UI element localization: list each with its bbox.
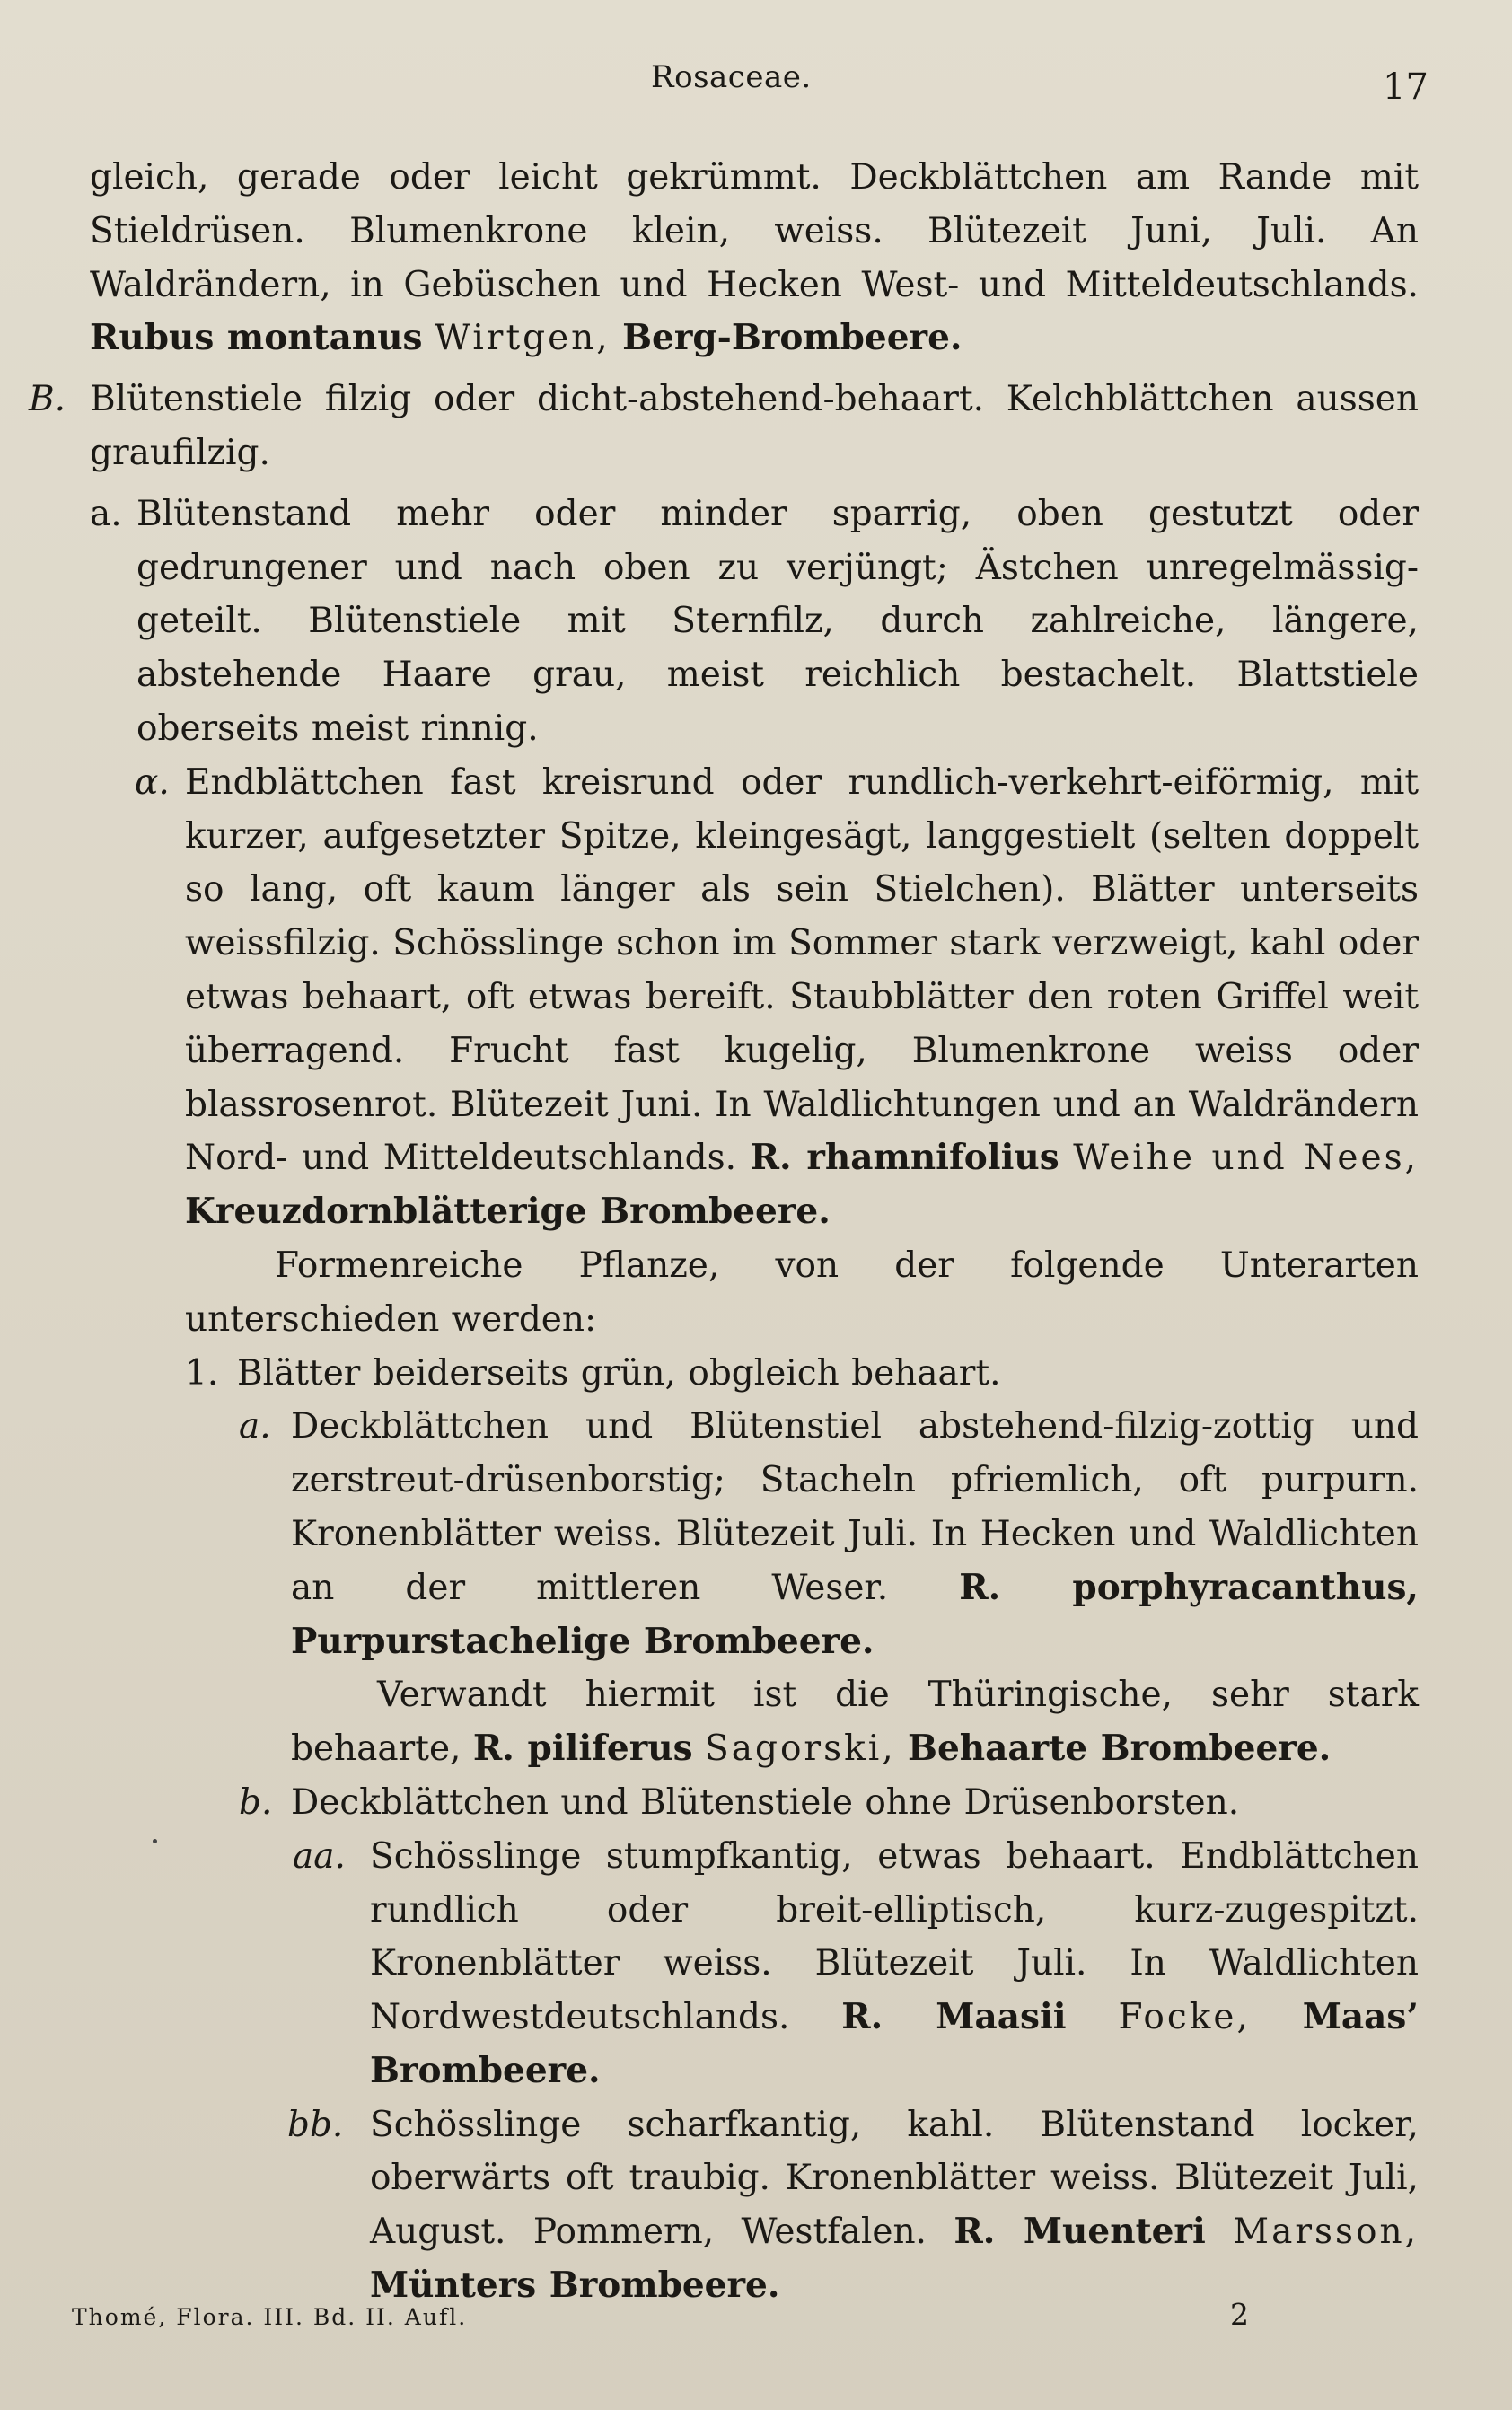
ink-dot — [153, 1839, 157, 1843]
intro-paragraph — [90, 1239, 1419, 1347]
species-name: R. Muenteri — [954, 2211, 1206, 2253]
signature-mark: 2 — [1230, 2297, 1249, 2332]
key-text: Deckblättchen und Blütenstiele ohne Drüsenborsten. — [291, 1781, 1240, 1823]
paragraph-text: Formenreiche Pflanze, von der folgende Unterarten unterschieden werden: — [185, 1245, 1419, 1340]
page-number: 17 — [1383, 66, 1428, 108]
key-marker: bb. — [287, 2104, 344, 2145]
page-body — [29, 151, 1420, 2313]
key-marker: a. — [239, 1406, 271, 1447]
common-name: Münters Brombeere. — [370, 2265, 780, 2307]
key-entry-a — [90, 488, 1419, 756]
running-head: Rosaceae. — [651, 59, 812, 95]
key-entry-bb — [90, 2098, 1419, 2313]
key-entry-alpha — [90, 756, 1419, 1239]
related-paragraph — [90, 1668, 1419, 1776]
key-marker: a. — [90, 493, 122, 534]
key-entry-aa — [90, 1830, 1419, 2098]
key-marker: 1. — [185, 1352, 219, 1394]
species-name: R. porphyracanthus, — [959, 1566, 1419, 1608]
paragraph-text: Verwandt hiermit ist die Thüringische, sehr stark behaarte, — [291, 1675, 1419, 1770]
key-text: Blütenstand mehr oder minder sparrig, oben gestutzt oder gedrungener und nach oben zu verjüngt; Ästchen unregelmässig-geteilt. Blütenstiele mit Sternfilz, durch zahlreiche, längere, abstehende Haare grau, meist reichlich bestachelt. Blattstiele oberseits meist rinnig. — [136, 493, 1419, 749]
species-author: Sagorski, — [705, 1728, 896, 1770]
species-author: Focke, — [1118, 1997, 1251, 2038]
key-marker: B. — [29, 379, 66, 420]
page-footer — [72, 2297, 1347, 2349]
species-name: R. rhamnifolius — [750, 1137, 1059, 1179]
key-text: Schösslinge stumpfkantig, etwas behaart. Endblättchen rundlich oder breit-elliptisch, kurz-zugespitzt. Kronenblätter weiss. Blütezeit Juli. In Waldlichten Nordwestdeutschlands. — [370, 1835, 1419, 2038]
key-entry-1 — [90, 1347, 1419, 1401]
common-name: Kreuzdornblätterige Brombeere. — [185, 1191, 831, 1233]
key-entry-sub-b — [90, 1776, 1419, 1830]
key-marker: aa. — [293, 1835, 346, 1877]
key-entry-sub-a — [90, 1400, 1419, 1668]
key-text: Blätter beiderseits grün, obgleich behaart. — [237, 1352, 1001, 1394]
key-marker: α. — [135, 761, 170, 803]
common-name: Behaarte Brombeere. — [908, 1728, 1332, 1770]
key-text: Deckblättchen und Blütenstiel abstehend-filzig-zottig und zerstreut-drüsenborstig; Stacheln pfriemlich, oft purpurn. Kronenblätter weiss. Blütezeit Juli. In Hecken und Waldlichten an der mittleren Weser. — [291, 1406, 1419, 1608]
species-name: Rubus montanus — [90, 317, 423, 359]
common-name: Berg-Brombeere. — [622, 317, 963, 359]
species-author: Marsson, — [1233, 2212, 1420, 2253]
key-text: Schösslinge scharfkantig, kahl. Blütenstand locker, oberwärts oft traubig. Kronenblätter weiss. Blütezeit Juli, August. Pommern, Westfalen. — [370, 2104, 1419, 2253]
key-marker: b. — [239, 1781, 273, 1823]
key-text: Blütenstiele filzig oder dicht-abstehend-behaart. Kelchblättchen aussen graufilzig. — [90, 379, 1419, 473]
key-entry-B — [29, 373, 1419, 480]
page-header — [0, 54, 1512, 108]
common-name: Purpurstachelige Brombeere. — [291, 1620, 875, 1662]
common-name: Maas’ Brombeere. — [370, 1996, 1419, 2091]
species-name: R. piliferus — [472, 1728, 693, 1770]
paragraph-text: gleich, gerade oder leicht gekrümmt. Deckblättchen am Rande mit Stieldrüsen. Blumenkrone klein, weiss. Blütezeit Juni, Juli. An Waldrändern, in Gebüschen und Hecken West- und Mitteldeutschlands. — [90, 157, 1419, 305]
species-author: Wirtgen, — [434, 318, 611, 359]
imprint-line: Thomé, Flora. III. Bd. II. Aufl. — [72, 2304, 468, 2330]
paragraph-rubus-montanus — [90, 151, 1419, 365]
species-name: R. Maasii — [841, 1996, 1067, 2038]
key-text: Endblättchen fast kreisrund oder rundlich-verkehrt-eiförmig, mit kurzer, aufgesetzter Spitze, kleingesägt, langgestielt (selten doppelt so lang, oft kaum länger als sein Stielchen). Blätter unterseits weissfilzig. Schösslinge schon im Sommer stark verzweigt, kahl oder etwas behaart, oft etwas bereift. Staubblätter den roten Griffel weit überragend. Frucht fast kugelig, Blumenkrone weiss oder blassrosenrot. Blütezeit Juni. In Waldlichtungen und an Waldrändern Nord- und Mitteldeutschlands. — [185, 761, 1419, 1179]
species-author: Weihe und Nees, — [1073, 1138, 1419, 1179]
